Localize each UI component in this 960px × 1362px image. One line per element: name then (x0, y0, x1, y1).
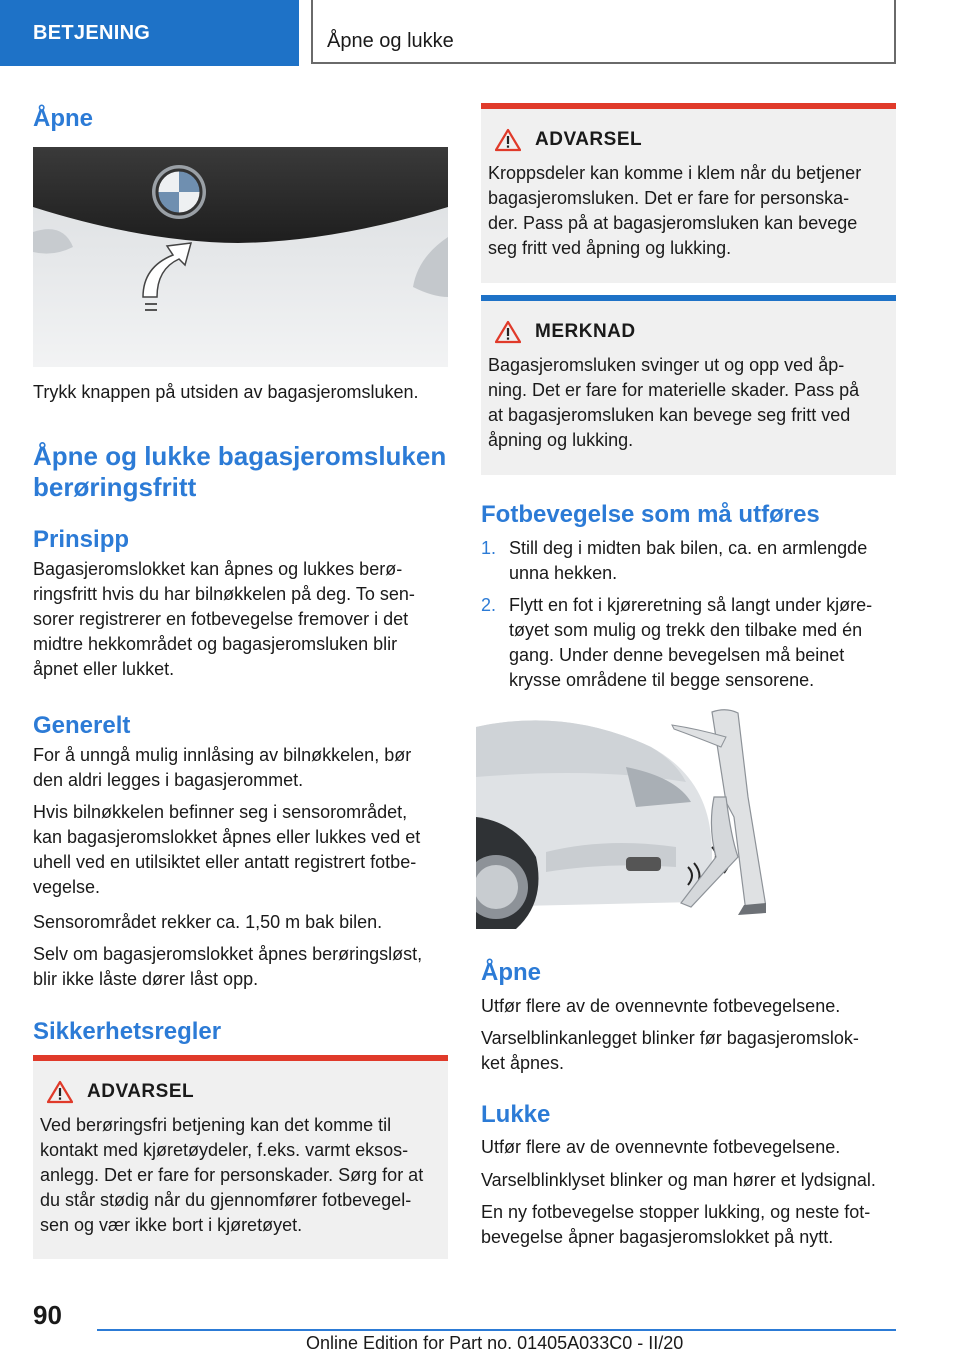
text-line: En ny fotbevegelse stopper lukking, og neste fot- (481, 1202, 871, 1222)
warning-header (47, 1079, 194, 1105)
close-paragraph-1: Utfør flere av de ovennevnte fotbevegelsene. (481, 1137, 841, 1157)
text-line: blir ikke låste dører låst opp. (33, 969, 259, 989)
note-header (495, 319, 636, 345)
general-paragraph-1 (33, 743, 448, 793)
warning-label: ADVARSEL (535, 129, 643, 150)
caution-icon (495, 320, 521, 344)
text-line: Bagasjeromsluken svinger ut og opp ved åp- (488, 355, 845, 375)
text-line: Varselblinkanlegget blinker før bagasjeromslok- (481, 1028, 859, 1048)
warning-label: ADVARSEL (87, 1081, 195, 1102)
heading-principle: Prinsipp (33, 526, 130, 553)
text-line: Kroppsdeler kan komme i klem når du betjener (488, 163, 862, 183)
text-line: bevegelse åpner bagasjeromslokket på nytt. (481, 1227, 834, 1247)
text-line: kan bagasjeromslokket åpnes eller lukkes ved et (33, 827, 421, 847)
heading-safety: Sikkerhetsregler (33, 1018, 222, 1045)
text-line: Flytt en fot i kjøreretning så langt under kjøre- (509, 595, 873, 615)
footer-divider (97, 1329, 896, 1331)
warning-text (40, 1113, 442, 1238)
foot-gesture-image (476, 707, 766, 929)
step-item (481, 593, 896, 693)
general-paragraph-4 (33, 942, 448, 992)
text-line: Bagasjeromslokket kan åpnes og lukkes berø- (33, 559, 403, 579)
text-line: unna hekken. (509, 563, 618, 583)
heading-general: Generelt (33, 712, 131, 739)
text-line: åpnet eller lukket. (33, 659, 175, 679)
warning-bar (481, 103, 896, 109)
text-line: at bagasjeromsluken kan bevege seg fritt ved (488, 405, 851, 425)
text-line: den aldri legges i bagasjerommet. (33, 770, 304, 790)
main-heading-line-2: berøringsfritt (33, 472, 197, 502)
note-text (488, 353, 890, 453)
main-heading-line-1: Åpne og lukke bagasjeromsluken (33, 441, 447, 471)
open-paragraph-2 (481, 1026, 896, 1076)
text-line: åpning og lukking. (488, 430, 634, 450)
warning-header (495, 127, 642, 153)
text-line: du står stødig når du gjennomfører fotbevegel- (40, 1190, 412, 1210)
text-line: Still deg i midten bak bilen, ca. en armlengde (509, 538, 868, 558)
text-line: der. Pass på at bagasjeromsluken kan bevege (488, 213, 858, 233)
text-line: Hvis bilnøkkelen befinner seg i sensorområdet, (33, 802, 408, 822)
step-number: 2. (481, 595, 497, 615)
text-line: sorer registrerer en fotbevegelse fremover i det (33, 609, 409, 629)
warning-icon (47, 1080, 73, 1104)
section-tab: BETJENING (0, 0, 299, 66)
open-caption: Trykk knappen på utsiden av bagasjeromsluken. (33, 382, 419, 402)
page-number: 90 (33, 1300, 62, 1330)
text-line: midtre hekkområdet og bagasjeromsluken blir (33, 634, 398, 654)
open-paragraph-1: Utfør flere av de ovennevnte fotbevegelsene. (481, 996, 841, 1016)
steps-list (481, 536, 896, 693)
text-line: vegelse. (33, 877, 101, 897)
general-paragraph-2 (33, 800, 448, 900)
step-item (481, 536, 896, 586)
text-line: Ved berøringsfri betjening kan det komme til (40, 1115, 392, 1135)
note-box (481, 295, 896, 475)
heading-open-right: Åpne (481, 959, 541, 986)
trunk-button-image (33, 147, 448, 367)
text-line: kontakt med kjøretøydeler, f.eks. varmt eksos- (40, 1140, 409, 1160)
edition-text: Online Edition for Part no. 01405A033C0 - II/20 (306, 1333, 684, 1353)
text-line: anlegg. Det er fare for personskader. Sørg for at (40, 1165, 424, 1185)
close-paragraph-3 (481, 1200, 896, 1250)
heading-open: Åpne (33, 105, 93, 132)
note-bar (481, 295, 896, 301)
close-paragraph-2: Varselblinklyset blinker og man hører et lydsignal. (481, 1170, 876, 1190)
text-line: bagasjeromsluken. Det er fare for personska- (488, 188, 850, 208)
page-header (0, 0, 960, 66)
text-line: uhell ved en utilsiktet eller antatt registrert fotbe- (33, 852, 417, 872)
main-heading (33, 441, 448, 503)
text-line: krysse områdene til begge sensorene. (509, 670, 815, 690)
text-line: gang. Under denne bevegelsen må beinet (509, 645, 845, 665)
general-paragraph-3: Sensorområdet rekker ca. 1,50 m bak bilen. (33, 912, 383, 932)
text-line: ning. Det er fare for materielle skader. Pass på (488, 380, 860, 400)
text-line: seg fritt ved åpning og lukking. (488, 238, 732, 258)
warning-text (488, 161, 890, 261)
text-line: Selv om bagasjeromslokket åpnes berøringsløst, (33, 944, 423, 964)
step-number: 1. (481, 538, 497, 558)
warning-bar (33, 1055, 448, 1061)
note-label: MERKNAD (535, 321, 636, 342)
text-line: sen og vær ikke bort i kjøretøyet. (40, 1215, 303, 1235)
text-line: tøyet som mulig og trekk den tilbake med én (509, 620, 863, 640)
warning-box-right (481, 103, 896, 283)
heading-close: Lukke (481, 1101, 551, 1128)
chapter-title: Åpne og lukke (311, 0, 896, 64)
warning-icon (495, 128, 521, 152)
text-line: ket åpnes. (481, 1053, 565, 1073)
text-line: ringsfritt hvis du har bilnøkkelen på deg. To sen- (33, 584, 415, 604)
text-line: For å unngå mulig innlåsing av bilnøkkelen, bør (33, 745, 412, 765)
principle-paragraph (33, 557, 448, 682)
warning-box-left (33, 1055, 448, 1259)
heading-foot-movement: Fotbevegelse som må utføres (481, 501, 820, 528)
